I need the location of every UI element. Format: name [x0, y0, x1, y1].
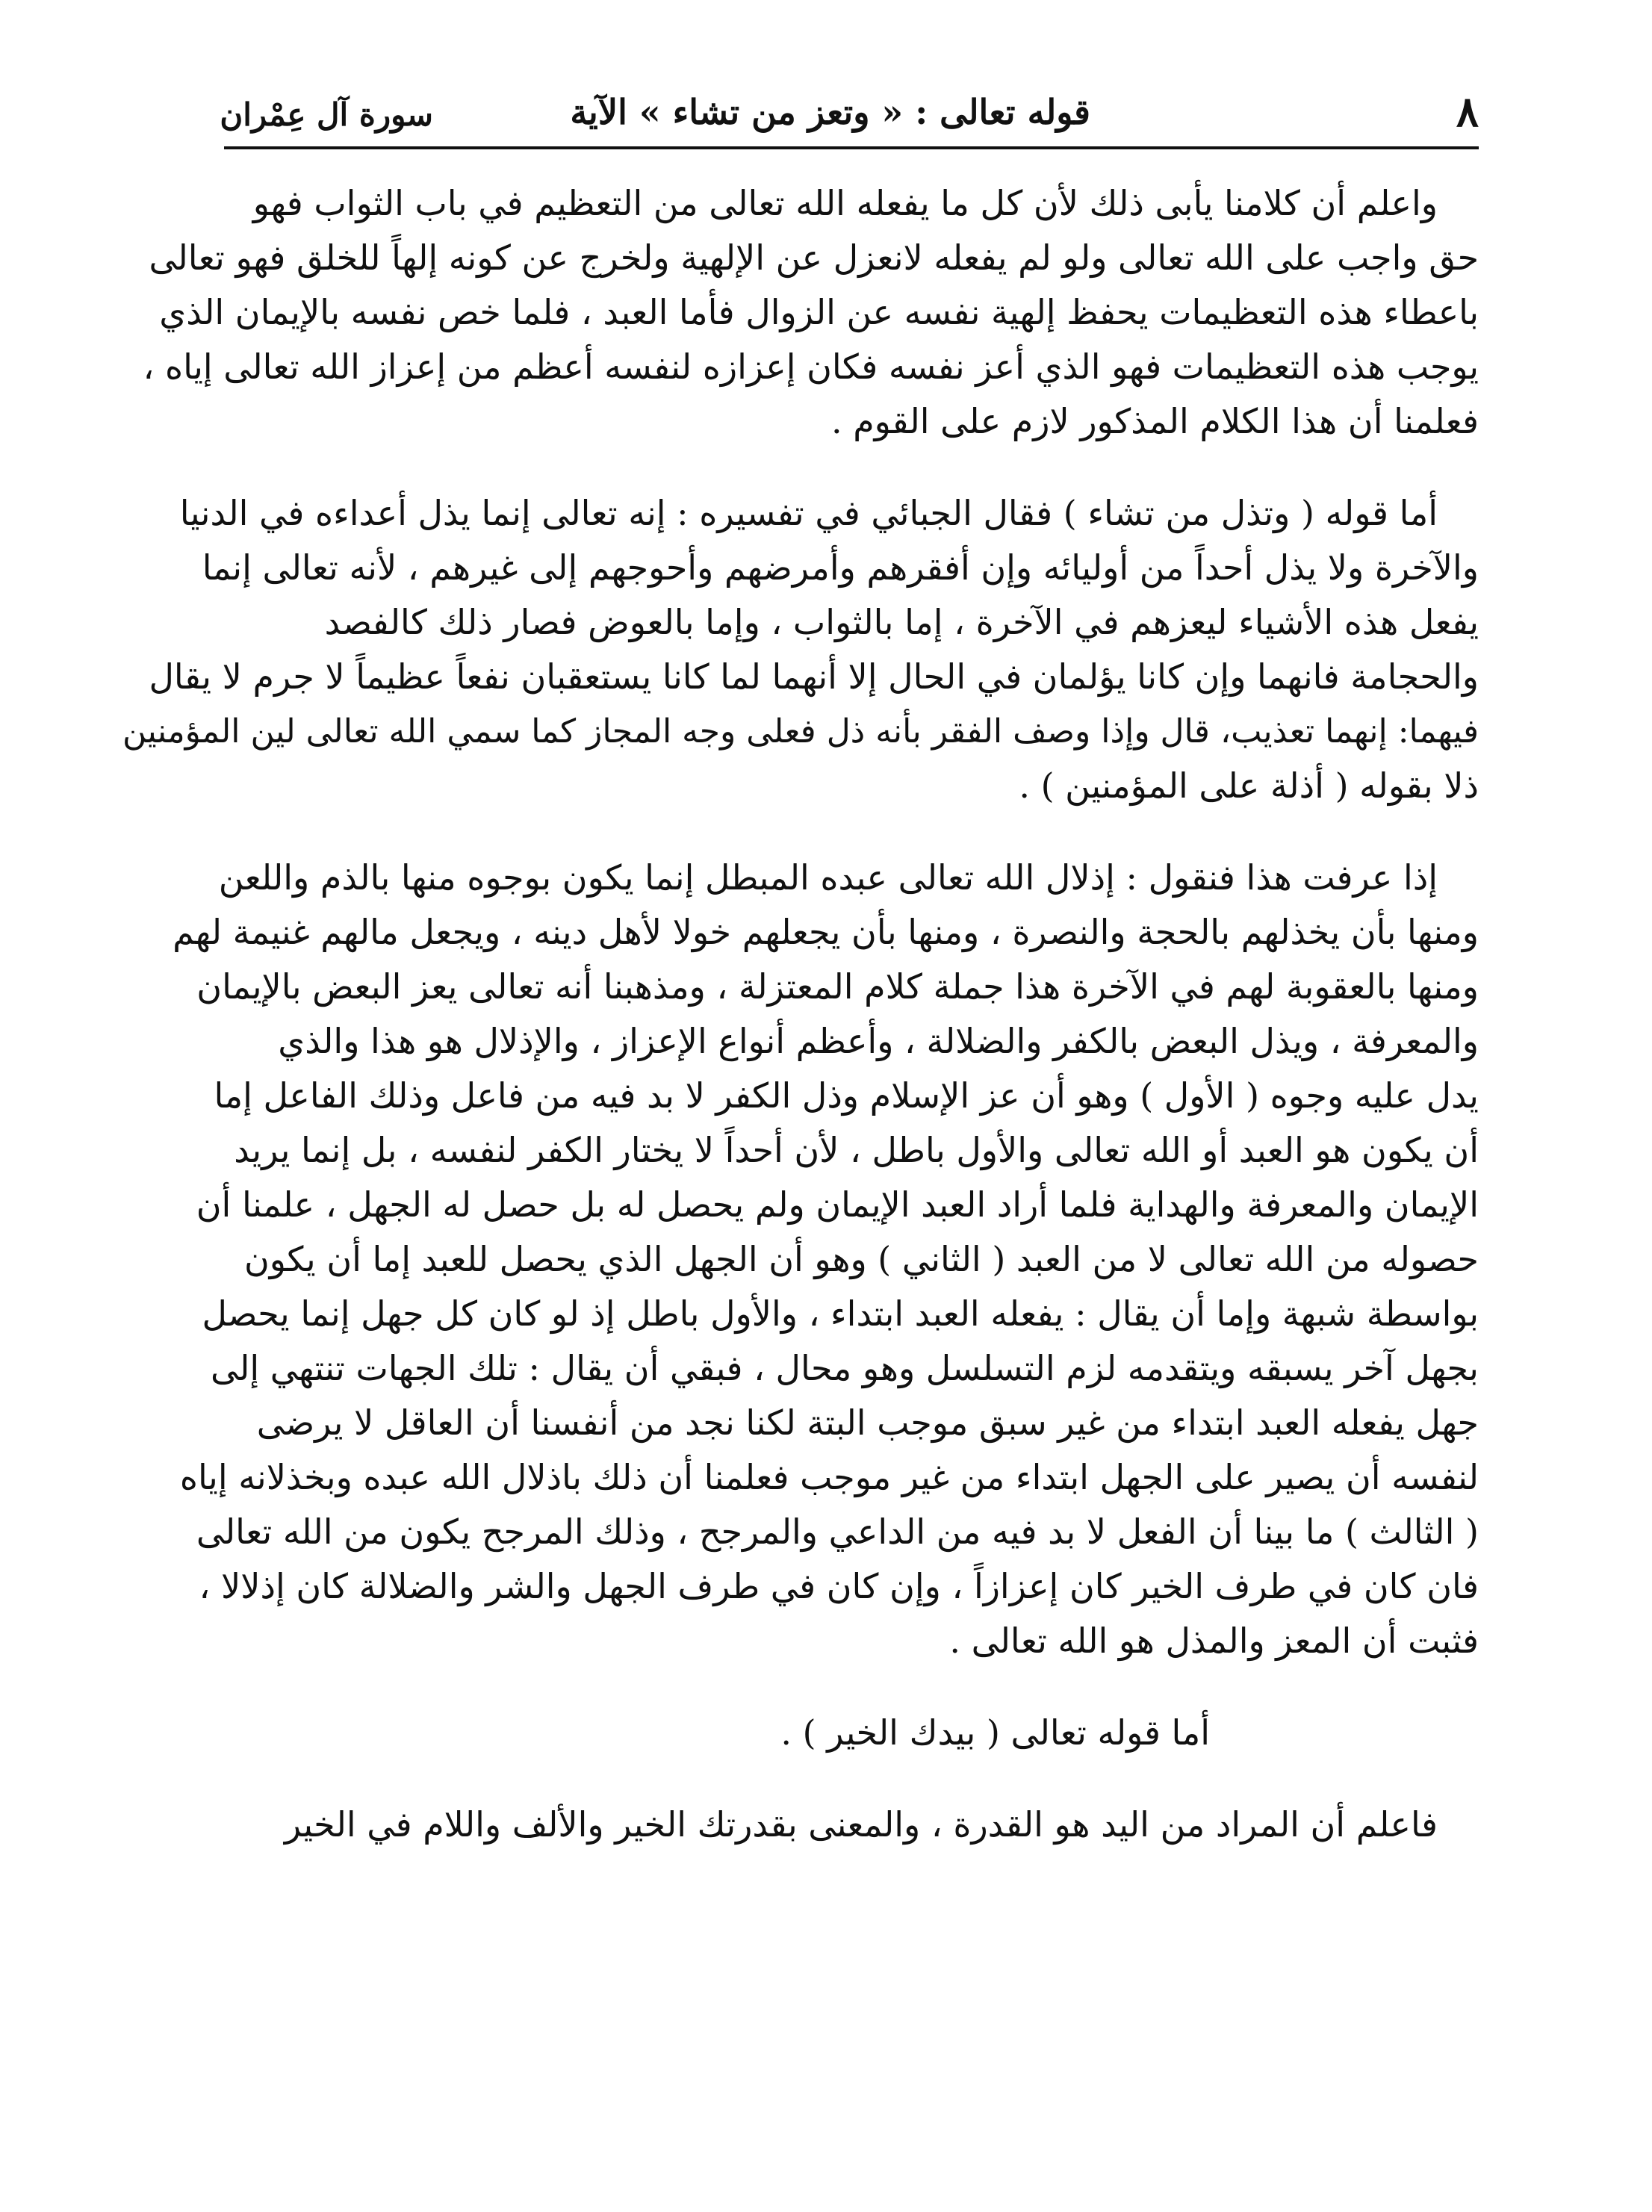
- text-line: حق واجب على الله تعالى ولو لم يفعله لانعزل عن الإلهية ولخرج عن كونه إلهاً للخلق فهو تعالى: [149, 237, 1479, 278]
- paragraph: [105, 176, 1479, 449]
- text-line: ومنها بأن يخذلهم بالحجة والنصرة ، ومنها بأن يجعلهم خولا لأهل دينه ، ويجعل مالهم غنيمة لهم: [173, 912, 1479, 952]
- running-header: [220, 82, 1479, 142]
- page-number: ٨: [1456, 87, 1479, 137]
- text-line: باعطاء هذه التعظيمات يحفظ إلهية نفسه عن الزوال فأما العبد ، فلما خص نفسه بالإيمان الذي: [159, 292, 1479, 332]
- paragraph: [105, 1798, 1479, 1852]
- text-line: جهل يفعله العبد ابتداء من غير سبق موجب البتة لكنا نجد من أنفسنا أن العاقل لا يرضى: [256, 1402, 1479, 1443]
- text-line: أما قوله ( وتذل من تشاء ) فقال الجبائي في تفسيره : إنه تعالى إنما يذل أعداءه في الدنيا: [179, 493, 1438, 533]
- text-line: والمعرفة ، ويذل البعض بالكفر والضلالة ، وأعظم أنواع الإعزاز ، والإذلال هو هذا والذي: [278, 1021, 1479, 1061]
- text-line: حصوله من الله تعالى لا من العبد ( الثاني ) وهو أن الجهل الذي يحصل للعبد إما أن يكون: [243, 1239, 1479, 1279]
- text-line: يوجب هذه التعظيمات فهو الذي أعز نفسه فكان إعزازه لنفسه أعظم من إعزاز الله تعالى إياه ،: [143, 347, 1479, 387]
- text-line: ( الثالث ) ما بينا أن الفعل لا بد فيه من الداعي والمرجح ، وذلك المرجح يكون من الله تعالى: [196, 1512, 1479, 1552]
- text-line: فعلمنا أن هذا الكلام المذكور لازم على القوم .: [830, 401, 1479, 441]
- header-divider: [224, 146, 1479, 149]
- text-line: ومنها بالعقوبة لهم في الآخرة هذا جملة كلام المعتزلة ، ومذهبنا أنه تعالى يعز البعض بالإيمان: [196, 966, 1479, 1007]
- text-line: يدل عليه وجوه ( الأول ) وهو أن عز الإسلام وذل الكفر لا بد فيه من فاعل وذلك الفاعل إما: [214, 1075, 1479, 1116]
- text-line: يفعل هذه الأشياء ليعزهم في الآخرة ، إما بالثواب ، وإما بالعوض فصار ذلك كالفصد: [324, 602, 1479, 642]
- text-line: أن يكون هو العبد أو الله تعالى والأول باطل ، لأن أحداً لا يختار الكفر لنفسه ، بل إنما يريد: [234, 1130, 1479, 1170]
- text-line: إذا عرفت هذا فنقول : إذلال الله تعالى عبده المبطل إنما يكون بوجوه منها بالذم واللعن: [218, 857, 1438, 898]
- paragraph-gap: [105, 813, 1479, 851]
- text-line: فثبت أن المعز والمذل هو الله تعالى .: [949, 1621, 1479, 1661]
- text-line: فان كان في طرف الخير كان إعزازاً ، وإن كان في طرف الجهل والشر والضلالة كان إذلالا ،: [199, 1566, 1479, 1606]
- text-line: ذلا بقوله ( أذلة على المؤمنين ) .: [1019, 765, 1479, 806]
- paragraph: [105, 486, 1479, 813]
- text-line: بواسطة شبهة وإما أن يقال : يفعله العبد ابتداء ، والأول باطل إذ لو كان كل جهل إنما يحصل: [202, 1293, 1479, 1334]
- text-line: لنفسه أن يصير على الجهل ابتداء من غير موجب فعلمنا أن ذلك باذلال الله عبده وبخذلانه إياه: [179, 1457, 1479, 1497]
- text-line: بجهل آخر يسبقه ويتقدمه لزم التسلسل وهو محال ، فبقي أن يقال : تلك الجهات تنتهي إلى: [210, 1348, 1479, 1388]
- text-line: الإيمان والمعرفة والهداية فلما أراد العبد الإيمان ولم يحصل له بل حصل له الجهل ، علمنا أن: [196, 1184, 1479, 1225]
- paragraph: [105, 1706, 1479, 1760]
- paragraph-gap: [105, 1668, 1479, 1706]
- text-line: والآخرة ولا يذل أحداً من أوليائه وإن أفقرهم وأمرضهم وأحوجهم إلى غيرهم ، لأنه تعالى إنما: [202, 547, 1479, 588]
- body-text: [105, 176, 1479, 1852]
- paragraph-gap: [105, 1760, 1479, 1798]
- text-line: والحجامة فانهما وإن كانا يؤلمان في الحال إلا أنهما لما كانا يستعقبان نفعاً عظيماً لا جرم لا يقال: [149, 656, 1479, 697]
- text-line: واعلم أن كلامنا يأبى ذلك لأن كل ما يفعله الله تعالى من التعظيم في باب الثواب فهو: [252, 183, 1438, 223]
- text-line: أما قوله تعالى ( بيدك الخير ) .: [780, 1712, 1210, 1753]
- text-line: فاعلم أن المراد من اليد هو القدرة ، والمعنى بقدرتك الخير والألف واللام في الخير: [284, 1804, 1438, 1845]
- paragraph: [105, 851, 1479, 1668]
- text-line: فيهما: إنهما تعذيب، قال وإذا وصف الفقر بأنه ذل فعلى وجه المجاز كما سمي الله تعالى لين المؤمنين: [122, 712, 1479, 751]
- paragraph-gap: [105, 449, 1479, 486]
- surah-name: سورة آل عِمْران: [220, 96, 433, 133]
- header-title: قوله تعالى : « وتعز من تشاء » الآية: [570, 92, 1090, 132]
